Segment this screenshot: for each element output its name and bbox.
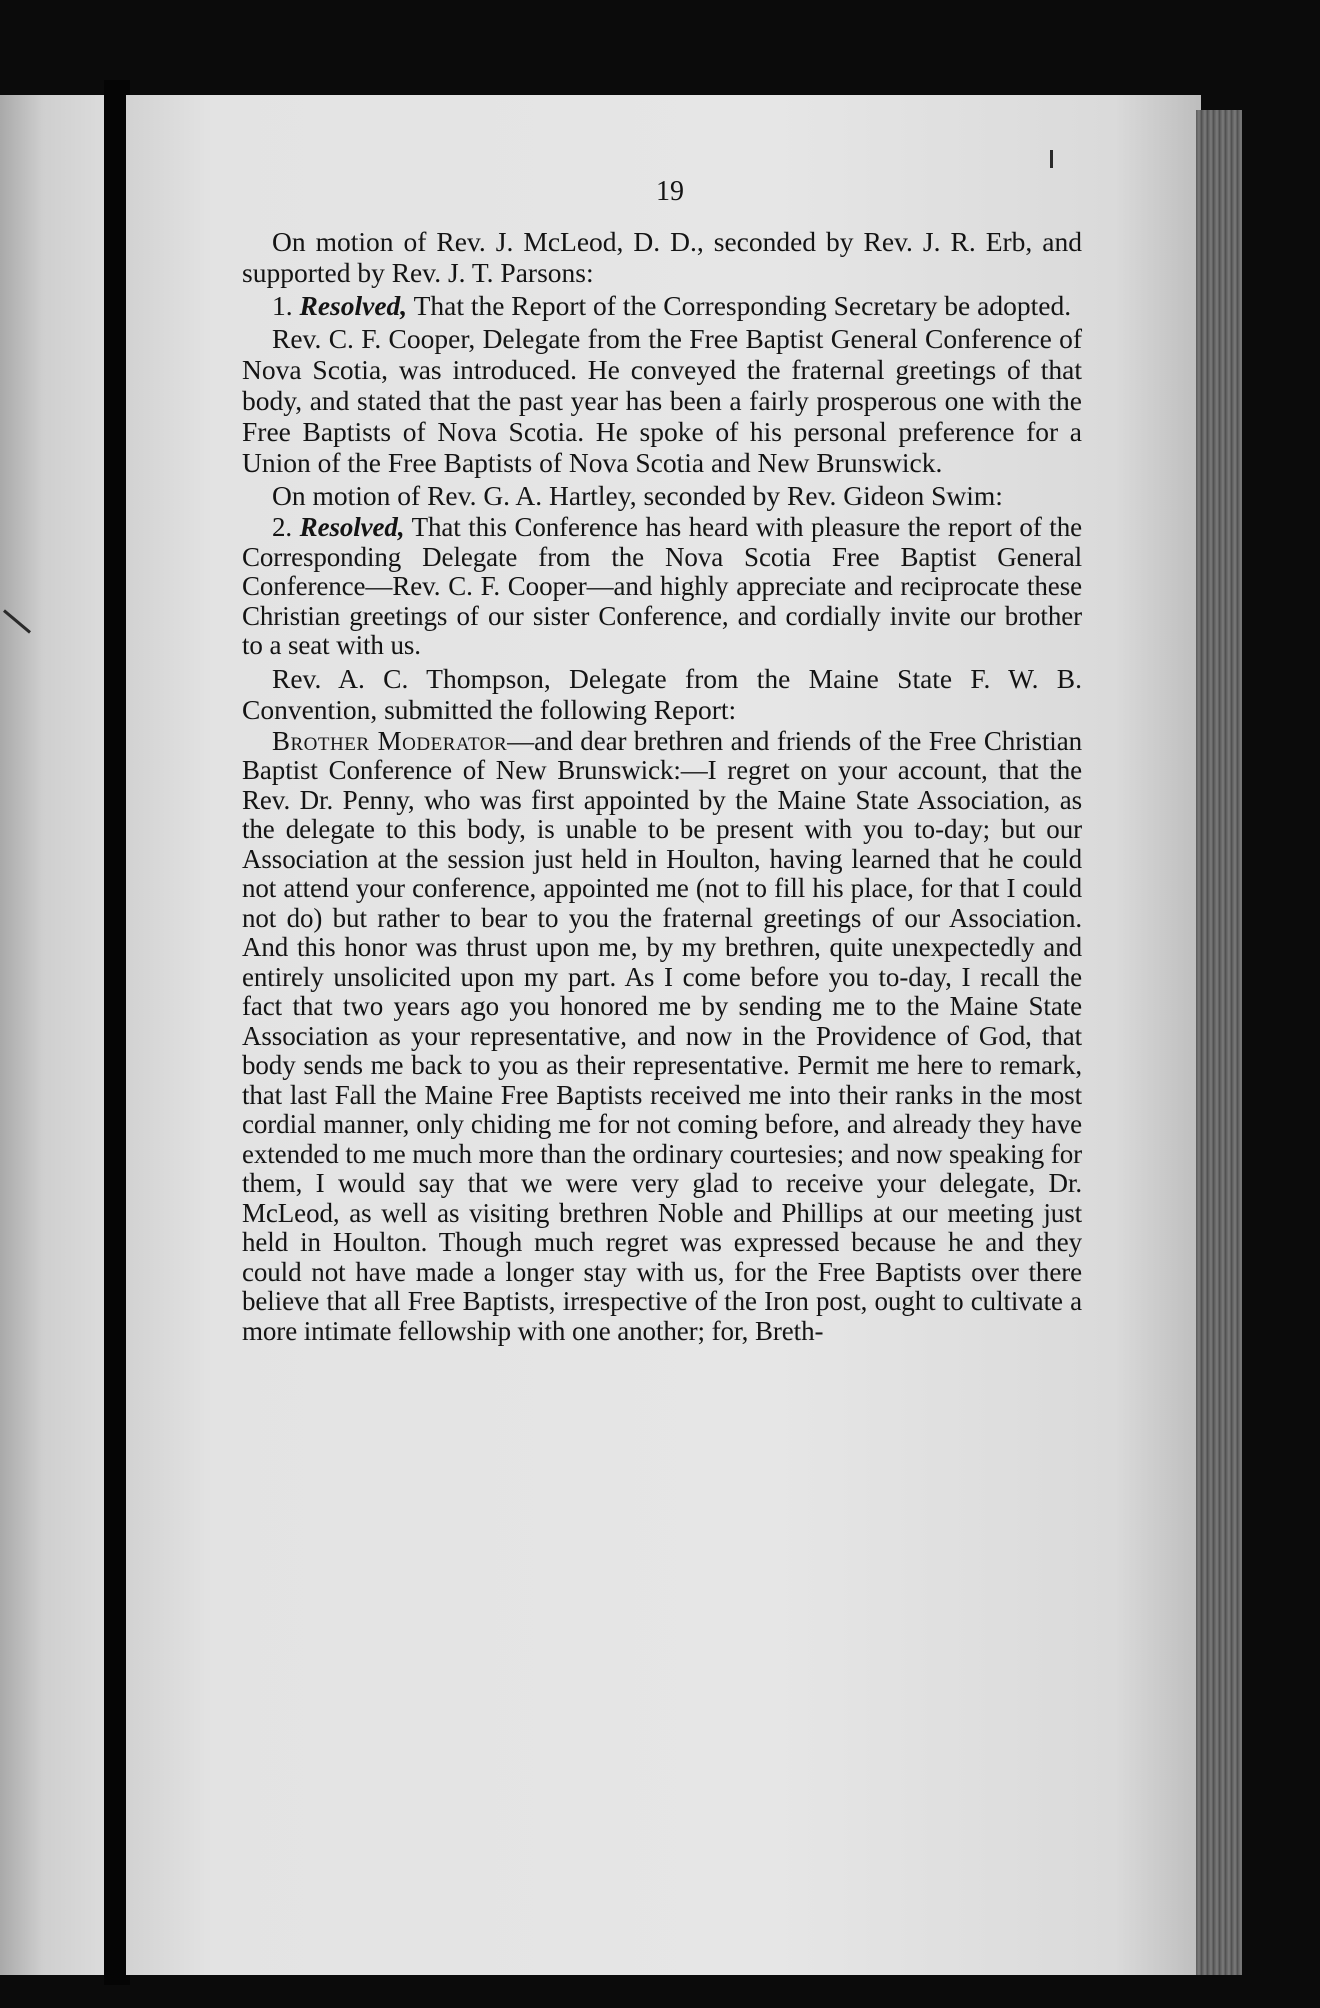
- resolution-number: 2.: [272, 512, 293, 542]
- paragraph-text: Rev. A. C. Thompson, Delegate from the Maine State F. W. B. Convention, submitted the following Report:: [242, 662, 1082, 725]
- paragraph-motion-1: [242, 226, 1082, 288]
- page-stack-edge: [1196, 110, 1242, 1975]
- salutation: Brother Moderator: [272, 725, 508, 756]
- left-page-edge: [0, 95, 108, 1975]
- body-text: [242, 176, 1082, 1348]
- paragraph-motion-2: [242, 480, 1082, 511]
- paragraph-text: That this Conference has heard with pleasure the report of the Corresponding Delegate from the Nova Scotia Free Baptist General Conference—Rev. C. F. Cooper—and highly appreciate and reciprocate these Christian greetings of our sister Conference, and cordially invite our brother to a seat with us.: [242, 512, 1082, 660]
- paragraph-thompson: [242, 663, 1082, 725]
- resolved-lead: Resolved,: [299, 512, 405, 542]
- resolved-lead: Resolved,: [299, 290, 408, 321]
- paragraph-text: That the Report of the Corresponding Secretary be adopted.: [407, 290, 1072, 321]
- paragraph-resolution-1: [242, 290, 1082, 321]
- paragraph-report: [242, 727, 1082, 1347]
- paragraph-text: —and dear brethren and friends of the Free Christian Baptist Conference of New Brunswick:—I regret on your account, that the Rev. Dr. Penny, who was first appointed by the Maine State Association, as the delegate to this body, is unable to be present with you to-day; but our Association at the session just held in Houlton, having learned that he could not attend your conference, appointed me (not to fill his place, for that I could not do) but rather to bear to you the fraternal greetings of our Association. And this honor was thrust upon me, by my brethren, quite unexpectedly and entirely unsolicited upon my part. As I come before you to-day, I recall the fact that two years ago you honored me by sending me to the Maine State Association as your representative, and now in the Providence of God, that body sends me back to you as their representative. Permit me here to remark, that last Fall the Maine Free Baptists received me into their ranks in the most cordial manner, only chiding me for not coming before, and already they have extended to me much more than the ordinary courtesies; and now speaking for them, I would say that we were very glad to receive your delegate, Dr. McLeod, as well as visiting brethren Noble and Phillips at our meeting just held in Houlton. Though much regret was expressed because he and they could not have made a longer stay with us, for the Free Baptists over there believe that all Free Baptists, irrespective of the Iron post, ought to cultivate a more intimate fellowship with one another; for, Breth-: [242, 725, 1082, 1346]
- paragraph-resolution-2: [242, 513, 1082, 661]
- resolution-number: 1.: [272, 290, 293, 321]
- paragraph-text: Rev. C. F. Cooper, Delegate from the Free Baptist General Conference of Nova Scotia, was introduced. He conveyed the fraternal greetings of that body, and stated that the past year has been a fairly prosperous one with the Free Baptists of Nova Scotia. He spoke of his personal preference for a Union of the Free Baptists of Nova Scotia and New Brunswick.: [242, 323, 1082, 478]
- paragraph-text: On motion of Rev. J. McLeod, D. D., seconded by Rev. J. R. Erb, and supported by Rev. J. T. Parsons:: [242, 226, 1082, 288]
- paragraph-cooper: [242, 323, 1082, 478]
- page-number: 19: [656, 176, 684, 207]
- scan-speck: [1050, 150, 1053, 168]
- paragraph-text: On motion of Rev. G. A. Hartley, seconded by Rev. Gideon Swim:: [272, 480, 1003, 511]
